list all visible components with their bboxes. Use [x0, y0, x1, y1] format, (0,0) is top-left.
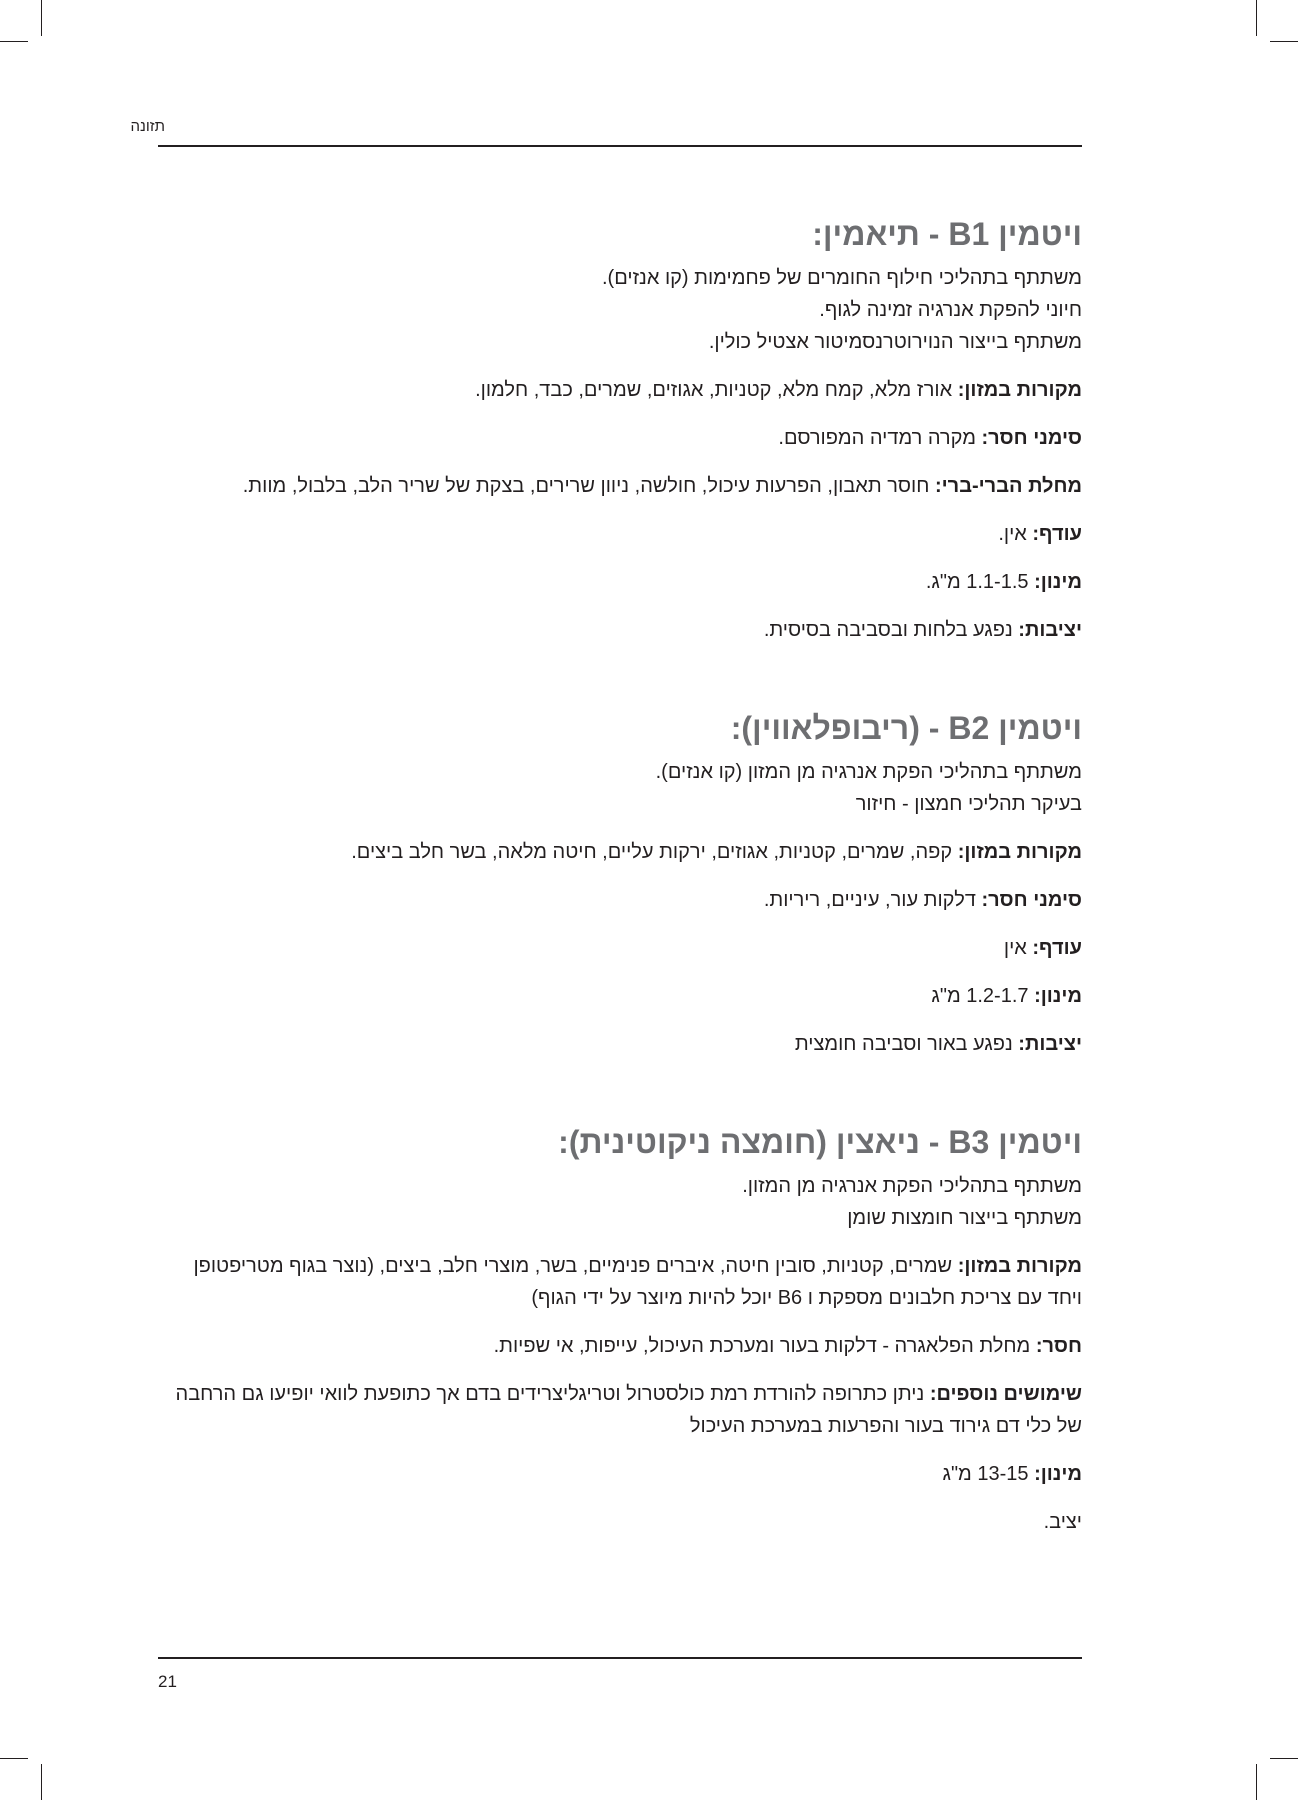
- field-stability: [158, 614, 1082, 646]
- field-value: קפה, שמרים, קטניות, אגוזים, ירקות עליים, חיטה מלאה, בשר חלב ביצים.: [351, 841, 958, 863]
- section-title: ויטמין B3 - ניאצין (חומצה ניקוטינית):: [558, 1124, 1082, 1160]
- description-line: משתתף בתהליכי הפקת אנרגיה מן המזון (קו אנזים).: [655, 761, 1082, 783]
- field-label: מינון:: [1034, 1463, 1082, 1485]
- field-food-sources: [158, 836, 1082, 868]
- field-stability: [158, 1506, 1082, 1538]
- field-food-sources: [158, 1250, 1082, 1314]
- field-value: אין: [1003, 937, 1033, 959]
- field-deficiency-signs: [158, 884, 1082, 916]
- crop-mark-bottom-right-v: [1256, 1764, 1257, 1800]
- description-line: חיוני להפקת אנרגיה זמינה לגוף.: [819, 299, 1082, 321]
- field-value: מקרה רמדיה המפורסם.: [778, 427, 982, 449]
- crop-mark-bottom-left-h: [0, 1758, 28, 1759]
- crop-mark-top-right-h: [1270, 41, 1298, 42]
- description-line: משתתף בתהליכי הפקת אנרגיה מן המזון.: [742, 1175, 1082, 1197]
- section-title: ויטמין B2 - (ריבופלאווין):: [730, 710, 1082, 746]
- crop-mark-bottom-right-h: [1270, 1758, 1298, 1759]
- field-beriberi: [158, 470, 1082, 502]
- footer-rule: [158, 1657, 1082, 1659]
- field-value: שמרים, קטניות, סובין חיטה, איברים פנימיים, בשר, מוצרי חלב, ביצים, (נוצר בגוף מטריפטופן ויחד עם צריכת חלבונים מספקת ו B6 יוכל להיות מיוצר על ידי הגוף): [193, 1255, 1082, 1309]
- field-label: חסר:: [1035, 1335, 1082, 1357]
- section-description: [158, 756, 1082, 820]
- field-additional-uses: [158, 1378, 1082, 1442]
- field-label: מקורות במזון:: [957, 1255, 1082, 1277]
- field-label: מחלת הברי-ברי:: [934, 475, 1082, 497]
- field-value: אין.: [998, 523, 1033, 545]
- field-value: דלקות עור, עיניים, ריריות.: [763, 889, 982, 911]
- field-value: 1.2-1.7 מ"ג: [931, 985, 1035, 1007]
- field-label: מינון:: [1034, 571, 1082, 593]
- field-label: מקורות במזון:: [957, 379, 1082, 401]
- field-label: עודף:: [1032, 937, 1082, 959]
- crop-mark-bottom-left-v: [41, 1764, 42, 1800]
- page-number: 21: [158, 1672, 177, 1691]
- field-label: מינון:: [1034, 985, 1082, 1007]
- section-vitamin-b2: [158, 706, 1082, 1060]
- field-label: שימושים נוספים:: [929, 1383, 1082, 1405]
- running-header: תזונה: [130, 118, 165, 135]
- field-value: נפגע באור וסביבה חומצית: [794, 1033, 1019, 1055]
- description-line: משתתף בתהליכי חילוף החומרים של פחמימות (קו אנזים).: [602, 267, 1082, 289]
- field-excess: [158, 518, 1082, 550]
- section-vitamin-b3: [158, 1120, 1082, 1538]
- field-dosage: [158, 980, 1082, 1012]
- field-excess: [158, 932, 1082, 964]
- field-value: מחלת הפלאגרה - דלקות בעור ומערכת העיכול, עייפות, אי שפיות.: [493, 1335, 1036, 1357]
- field-value: חוסר תאבון, הפרעות עיכול, חולשה, ניוון שרירים, בצקת של שריר הלב, בלבול, מוות.: [242, 475, 935, 497]
- field-value: 13-15 מ"ג: [942, 1463, 1035, 1485]
- page-content: [158, 212, 1082, 1538]
- section-description: [158, 262, 1082, 358]
- field-label: סימני חסר:: [981, 889, 1082, 911]
- field-food-sources: [158, 374, 1082, 406]
- section-title: ויטמין B1 - תיאמין:: [812, 216, 1082, 252]
- field-value: 1.1-1.5 מ"ג.: [925, 571, 1035, 593]
- field-label: יציבות:: [1018, 619, 1082, 641]
- field-deficiency-signs: [158, 422, 1082, 454]
- crop-mark-top-right-v: [1256, 0, 1257, 36]
- description-line: בעיקר תהליכי חמצון - חיזור: [855, 793, 1082, 815]
- crop-mark-top-left-v: [41, 0, 42, 36]
- field-value: יציב.: [1043, 1511, 1082, 1533]
- section-vitamin-b1: [158, 212, 1082, 646]
- field-label: יציבות:: [1018, 1033, 1082, 1055]
- field-dosage: [158, 1458, 1082, 1490]
- field-label: סימני חסר:: [981, 427, 1082, 449]
- field-value: נפגע בלחות ובסביבה בסיסית.: [763, 619, 1019, 641]
- field-value: אורז מלא, קמח מלא, קטניות, אגוזים, שמרים, כבד, חלמון.: [475, 379, 958, 401]
- section-description: [158, 1170, 1082, 1234]
- header-rule: [158, 145, 1082, 147]
- description-line: משתתף בייצור חומצות שומן: [847, 1207, 1082, 1229]
- field-dosage: [158, 566, 1082, 598]
- description-line: משתתף בייצור הנוירוטרנסמיטור אצטיל כולין.: [708, 331, 1082, 353]
- field-deficiency: [158, 1330, 1082, 1362]
- field-label: מקורות במזון:: [957, 841, 1082, 863]
- field-label: עודף:: [1032, 523, 1082, 545]
- field-value: ניתן כתרופה להורדת רמת כולסטרול וטריגליצרידים בדם אך כתופעת לוואי יופיעו גם הרחבה של כלי דם גירוד בעור והפרעות במערכת העיכול: [175, 1383, 1082, 1437]
- field-stability: [158, 1028, 1082, 1060]
- crop-mark-top-left-h: [0, 41, 28, 42]
